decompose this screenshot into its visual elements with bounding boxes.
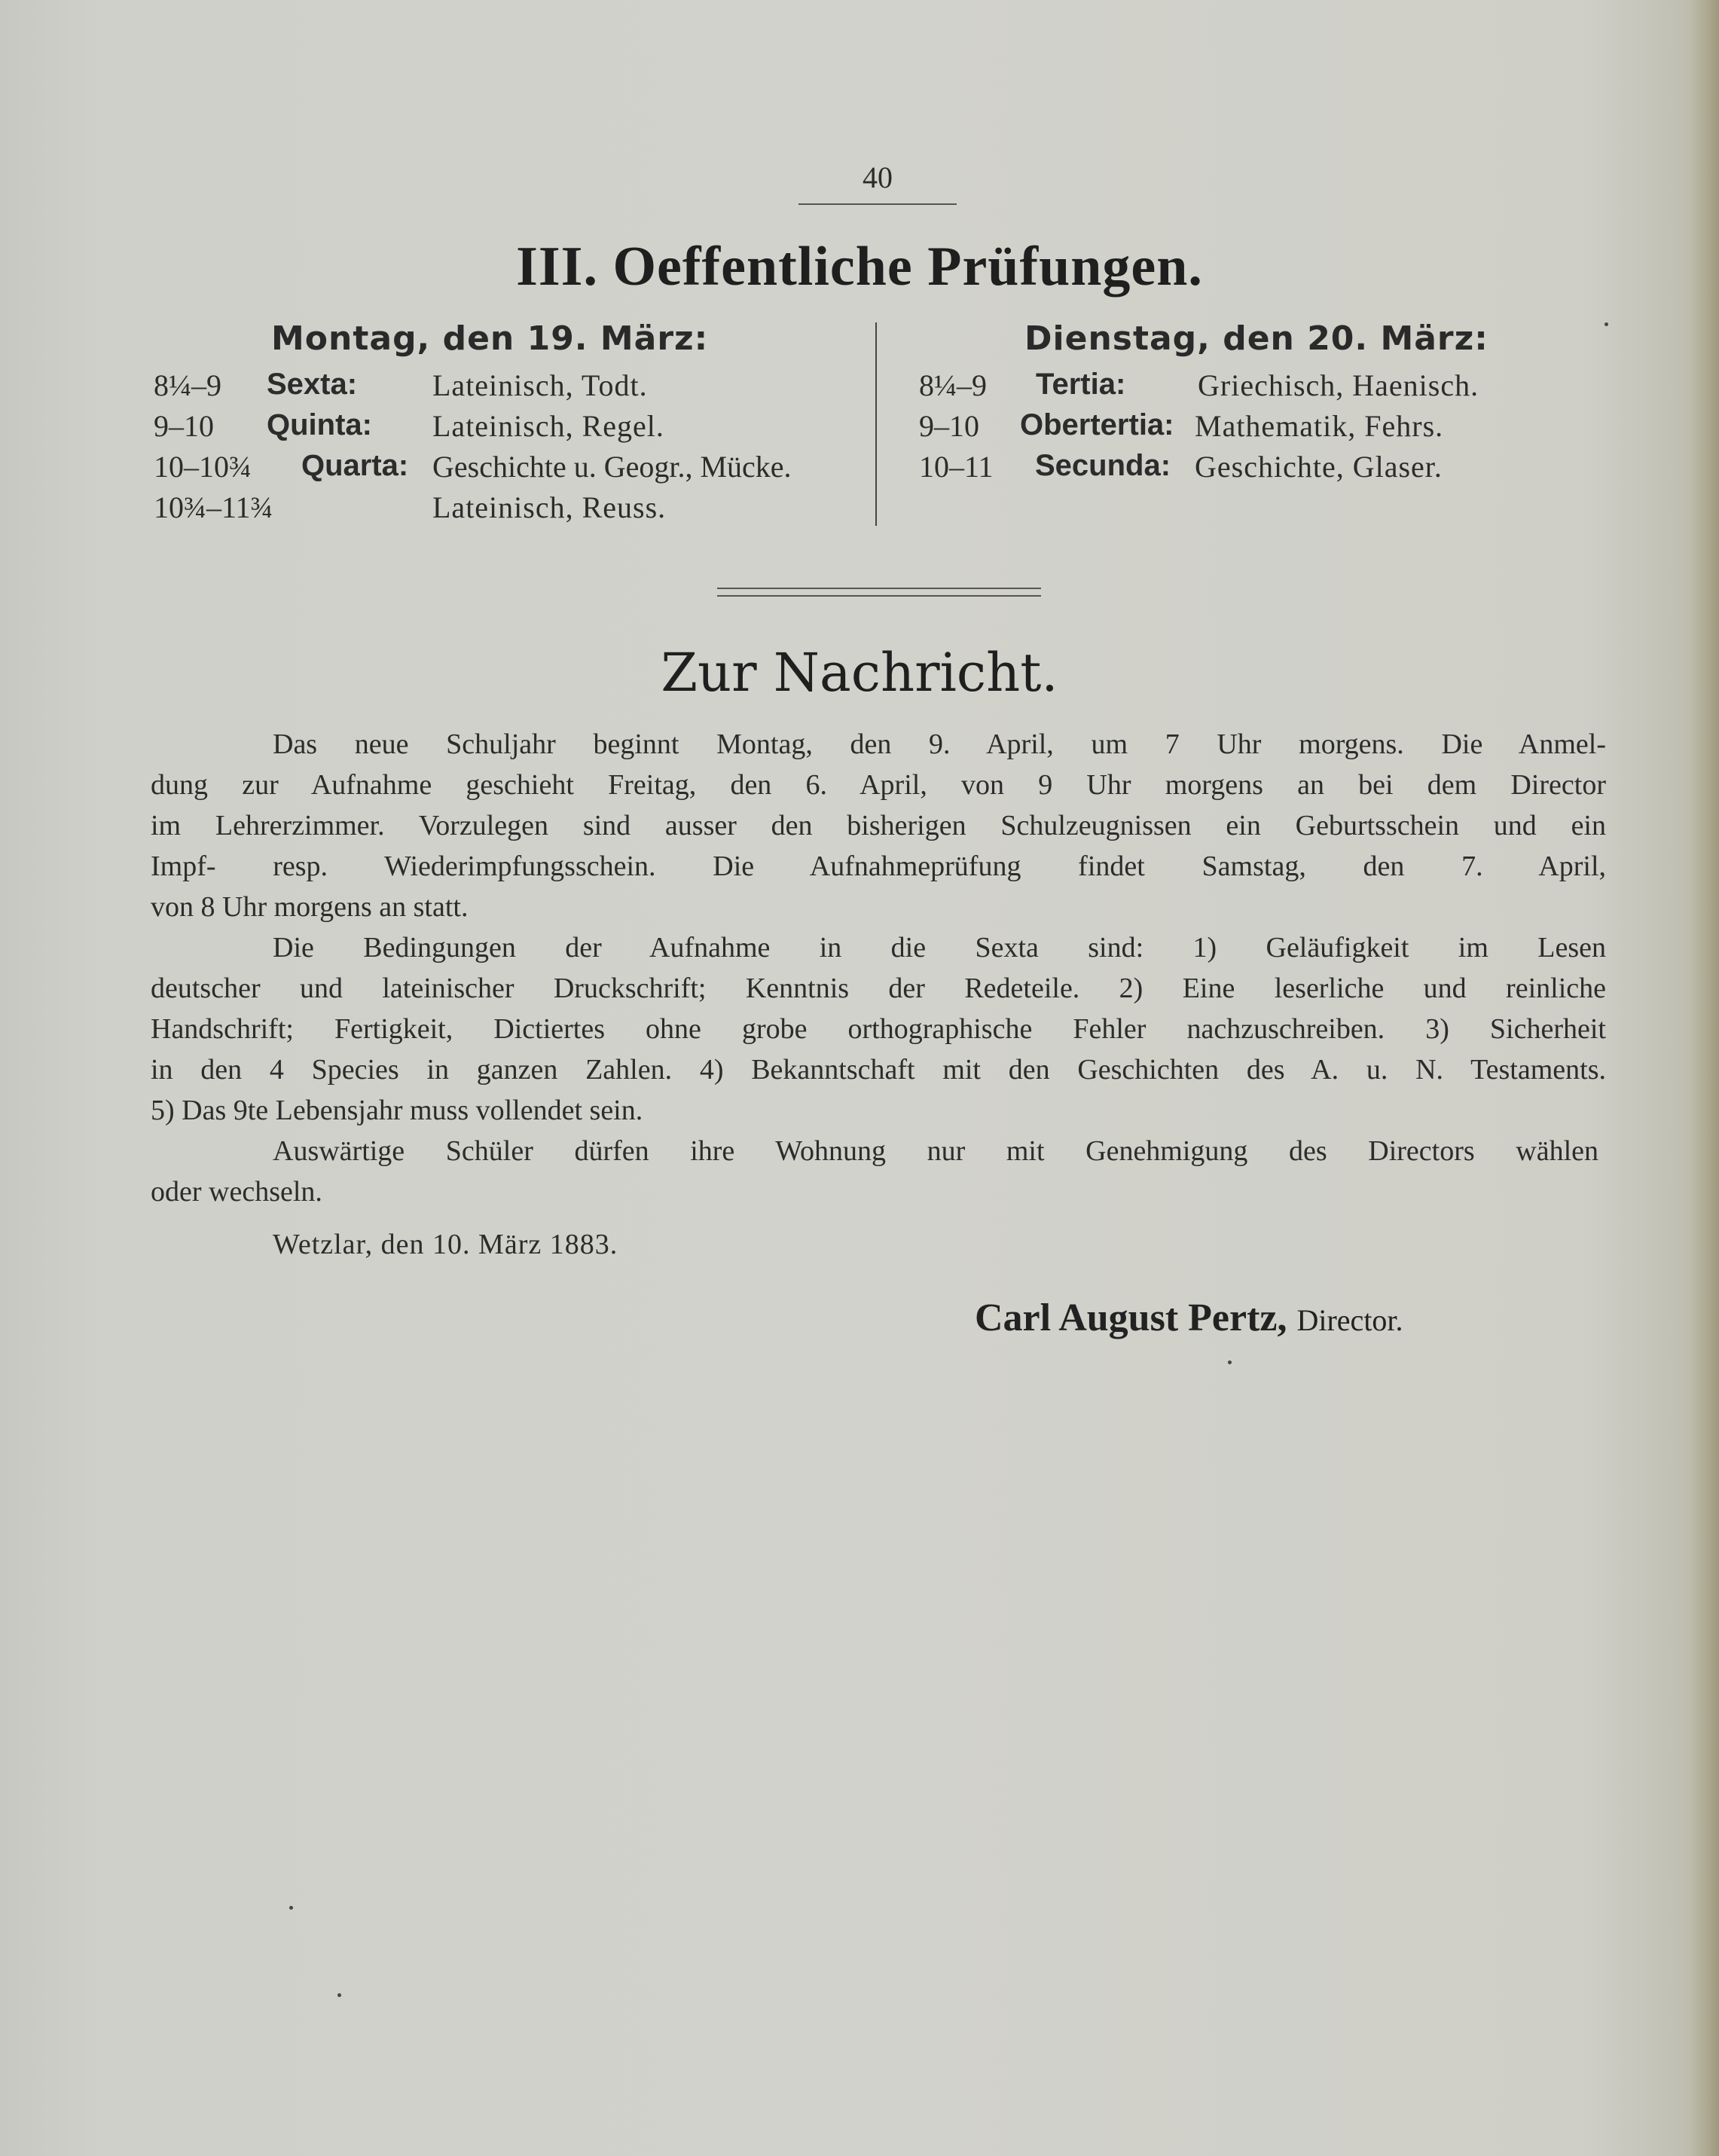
schedule-subject: Lateinisch, Regel. <box>432 409 664 443</box>
schedule-row <box>154 449 847 490</box>
schedule-subject: Geschichte, Glaser. <box>1195 450 1443 484</box>
signature <box>975 1296 1403 1340</box>
schedule-time: 8¼–9 <box>919 368 987 402</box>
schedule-row <box>154 408 847 449</box>
notice-line: Handschrift; Fertigkeit, Dictiertes ohne grobe orthographische Fehler nachzuschreiben. 3) Sicherheit <box>151 1013 1606 1045</box>
section-title: III. Oeffentliche Prüfungen. <box>516 236 1203 298</box>
schedule-class: Secunda: <box>1035 449 1171 482</box>
notice-line: in den 4 Species in ganzen Zahlen. 4) Bekanntschaft mit den Geschichten des A. u. N. Testaments. <box>151 1054 1606 1086</box>
print-speck <box>289 1906 293 1910</box>
schedule-row <box>919 368 1597 408</box>
print-speck <box>1605 322 1608 326</box>
tuesday-header: Dienstag, den 20. März: <box>1024 319 1488 358</box>
notice-line: oder wechseln. <box>151 1176 322 1208</box>
schedule-row <box>154 368 847 408</box>
notice-line: 5) Das 9te Lebensjahr muss vollendet sein. <box>151 1095 643 1126</box>
signature-role: Director. <box>1296 1303 1403 1337</box>
monday-header: Montag, den 19. März: <box>271 319 709 358</box>
notice-line: von 8 Uhr morgens an statt. <box>151 891 469 923</box>
schedule-row <box>919 408 1597 449</box>
notice-line: dung zur Aufnahme geschieht Freitag, den 6. April, von 9 Uhr morgens an bei dem Director <box>151 769 1606 801</box>
schedule-subject: Lateinisch, Todt. <box>432 368 648 402</box>
schedule-class: Sexta: <box>267 368 358 401</box>
date-line: Wetzlar, den 10. März 1883. <box>273 1229 618 1260</box>
notice-line: im Lehrerzimmer. Vorzulegen sind ausser den bisherigen Schulzeugnissen ein Geburtsschein und ein <box>151 810 1606 841</box>
schedule-row <box>919 449 1597 490</box>
notice-line: Das neue Schuljahr beginnt Montag, den 9. April, um 7 Uhr morgens. Die Anmel- <box>273 728 1606 760</box>
notice-line: Impf- resp. Wiederimpfungsschein. Die Aufnahmeprüfung findet Samstag, den 7. April, <box>151 850 1606 882</box>
section-divider <box>717 588 1041 597</box>
schedule-time: 10–10¾ <box>154 450 252 484</box>
page-number-rule <box>798 203 957 205</box>
print-speck <box>337 1993 341 1997</box>
schedule-class: Quarta: <box>301 449 409 482</box>
schedule-time: 10¾–11¾ <box>154 490 273 524</box>
notice-line: Die Bedingungen der Aufnahme in die Sexta sind: 1) Geläufigkeit im Lesen <box>273 932 1606 963</box>
schedule-time: 9–10 <box>154 409 214 443</box>
page-edge-shadow <box>1689 0 1719 2156</box>
print-speck <box>1228 1360 1232 1364</box>
signature-name: Carl August Pertz, <box>975 1296 1287 1339</box>
notice-line: deutscher und lateinischer Druckschrift; Kenntnis der Redeteile. 2) Eine leserliche und reinliche <box>151 973 1606 1004</box>
schedule-class: Quinta: <box>267 408 372 441</box>
schedule-time: 8¼–9 <box>154 368 221 402</box>
schedule-row <box>154 490 847 530</box>
page-number: 40 <box>863 160 893 194</box>
schedule-subject: Mathematik, Fehrs. <box>1195 409 1444 443</box>
schedule-class: Tertia: <box>1036 368 1126 401</box>
column-divider <box>875 322 877 526</box>
schedule-subject: Geschichte u. Geogr., Mücke. <box>432 450 792 484</box>
schedule-subject: Lateinisch, Reuss. <box>432 490 667 524</box>
notice-line: Auswärtige Schüler dürfen ihre Wohnung nur mit Genehmigung des Directors wählen <box>273 1135 1598 1167</box>
schedule-time: 9–10 <box>919 409 979 443</box>
schedule-time: 10–11 <box>919 450 994 484</box>
schedule-class: Obertertia: <box>1020 408 1174 441</box>
notice-title: Zur Nachricht. <box>661 642 1058 704</box>
schedule-subject: Griechisch, Haenisch. <box>1198 368 1479 402</box>
